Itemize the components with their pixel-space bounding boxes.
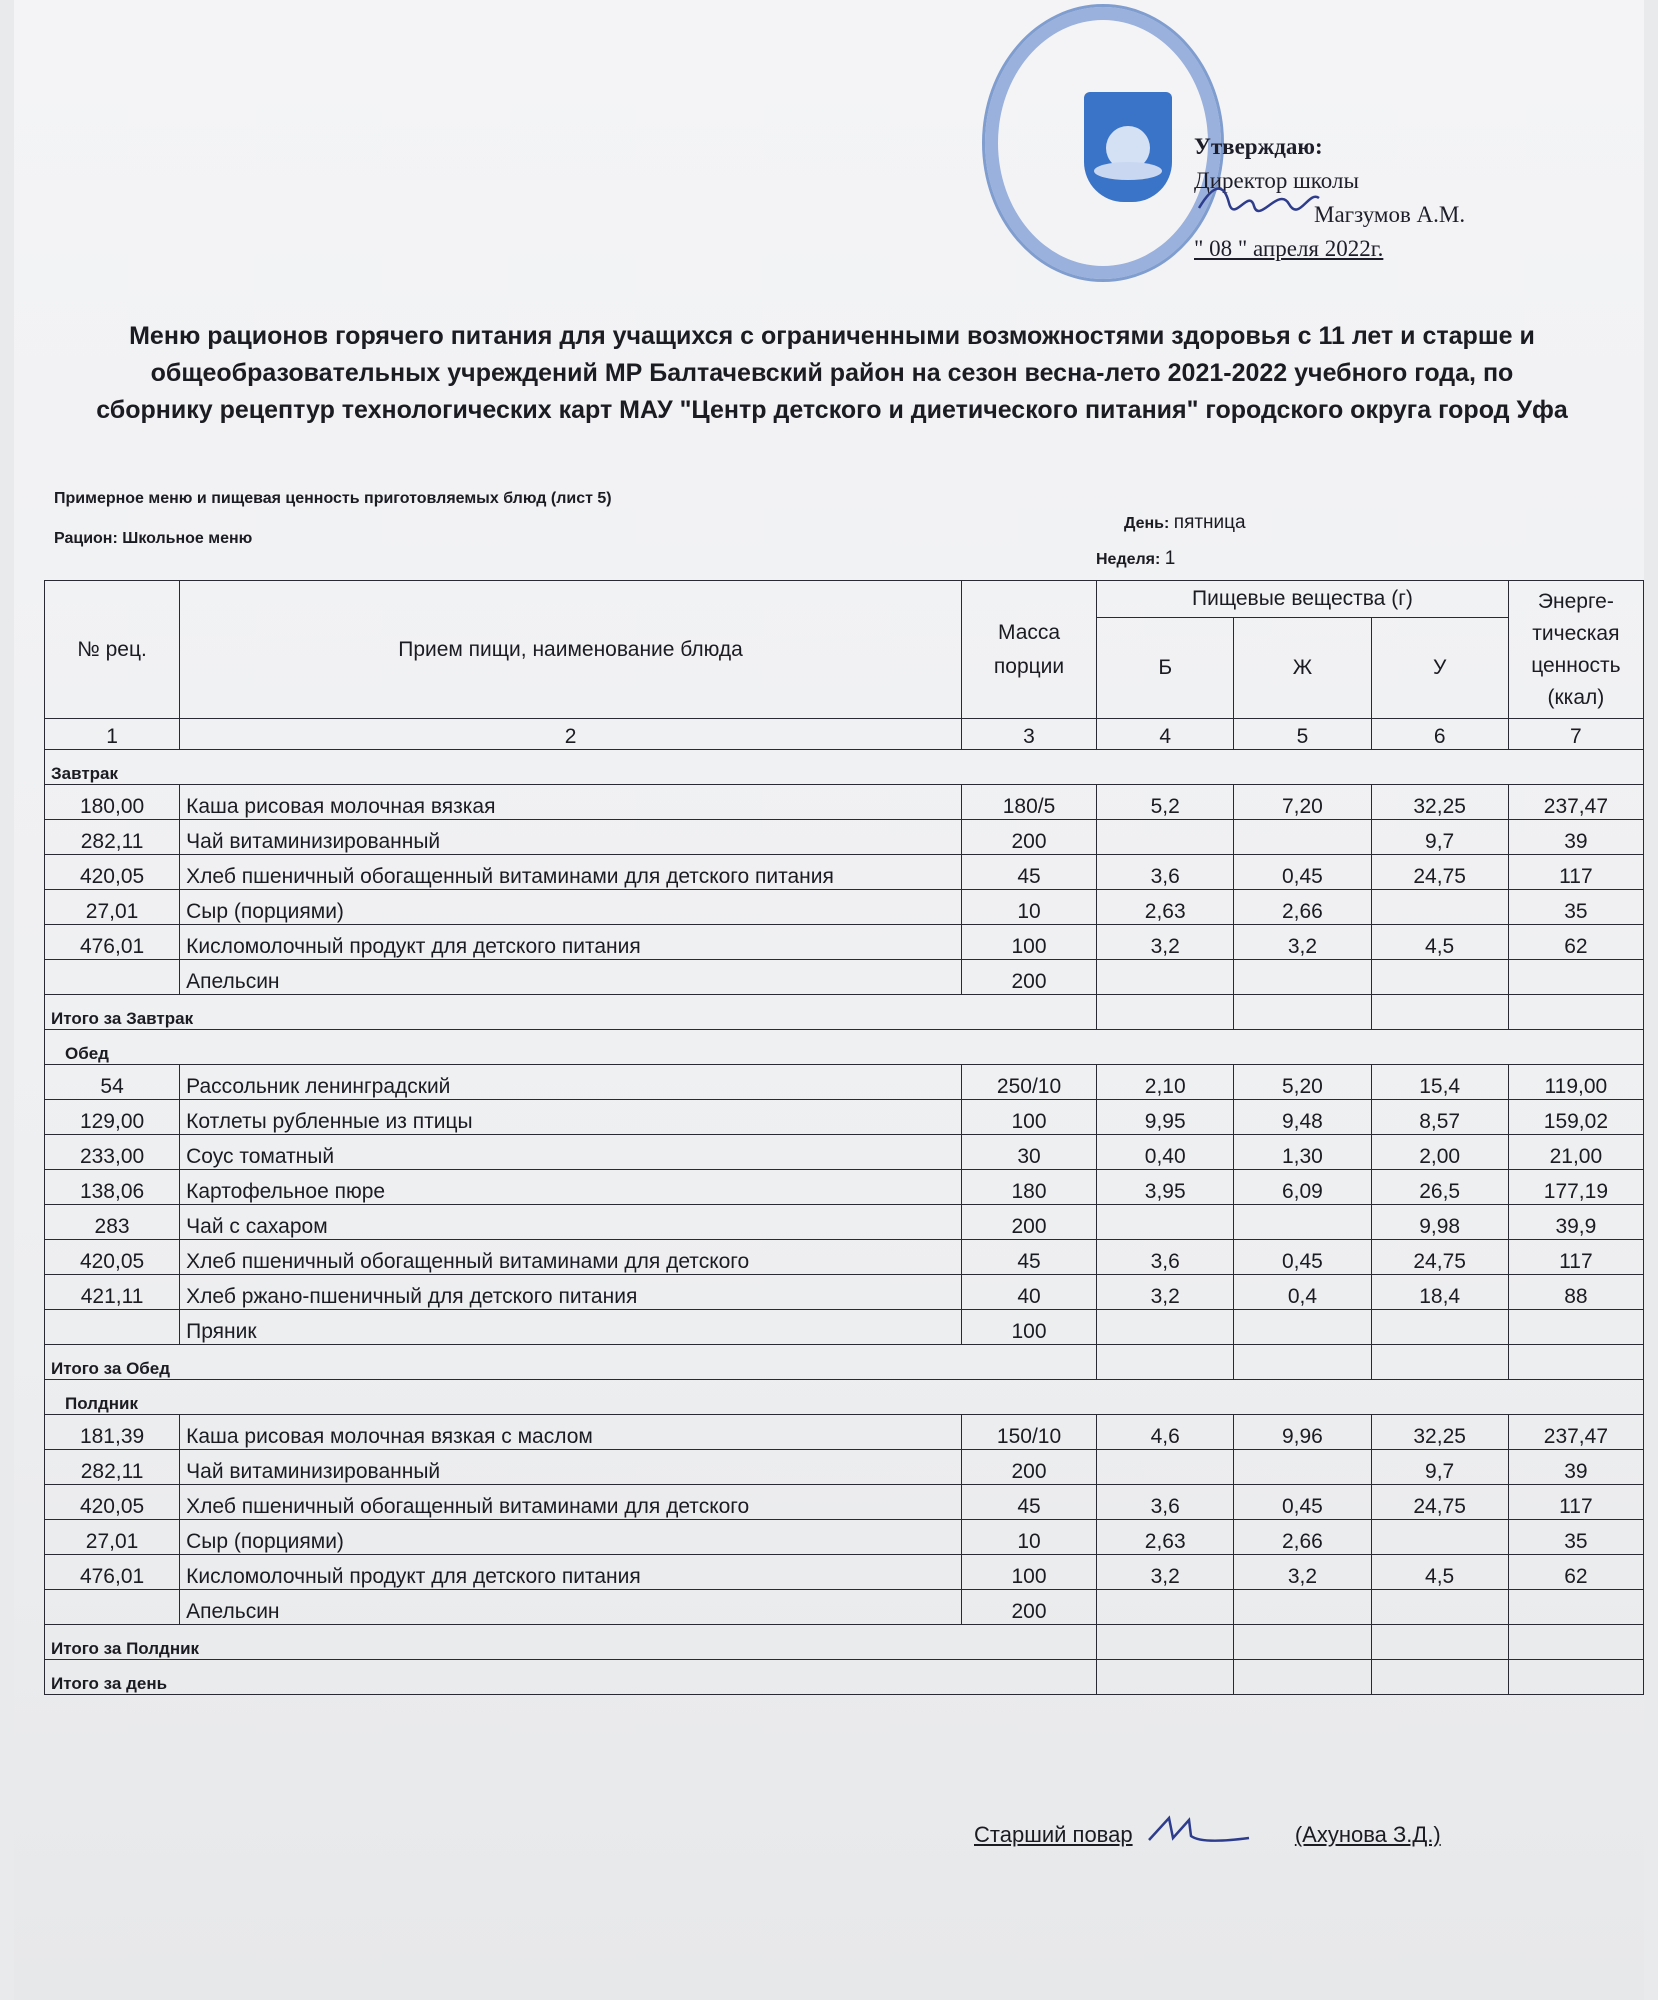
energy-cell: 117 [1508,1240,1643,1275]
fat-cell [1234,1205,1371,1240]
carbs-cell: 2,00 [1371,1135,1508,1170]
energy-cell: 88 [1508,1275,1643,1310]
header-name: Прием пищи, наименование блюда [180,581,962,719]
section-row-lunch [45,1030,1644,1065]
colnum-5: 5 [1234,719,1371,750]
portion-mass-cell: 200 [961,960,1096,995]
table-row [45,1065,1644,1100]
fat-cell: 2,66 [1234,1520,1371,1555]
protein-cell [1097,1450,1234,1485]
section-label: Обед [45,1030,1644,1065]
table-row [45,855,1644,890]
document-sheet [14,0,1644,2000]
dish-name-cell: Апельсин [180,1590,962,1625]
recipe-number-cell [45,1310,180,1345]
fat-cell: 0,45 [1234,1240,1371,1275]
recipe-number-cell: 420,05 [45,1485,180,1520]
portion-mass-cell: 180 [961,1170,1096,1205]
fat-cell [1234,1590,1371,1625]
protein-cell: 3,6 [1097,1240,1234,1275]
portion-mass-cell: 100 [961,1100,1096,1135]
energy-cell [1508,1310,1643,1345]
recipe-number-cell: 420,05 [45,855,180,890]
portion-mass-cell: 30 [961,1135,1096,1170]
fat-cell: 3,2 [1234,925,1371,960]
chef-signature-space [1139,1812,1289,1848]
colnum-4: 4 [1097,719,1234,750]
fat-cell: 2,66 [1234,890,1371,925]
colnum-3: 3 [961,719,1096,750]
portion-mass-cell: 200 [961,820,1096,855]
recipe-number-cell: 54 [45,1065,180,1100]
dish-name-cell: Хлеб пшеничный обогащенный витаминами для детского [180,1485,962,1520]
protein-cell: 9,95 [1097,1100,1234,1135]
dish-name-cell: Рассольник ленинградский [180,1065,962,1100]
energy-cell: 35 [1508,890,1643,925]
energy-cell: 62 [1508,925,1643,960]
week-label: Неделя: [1096,551,1161,568]
energy-cell: 117 [1508,1485,1643,1520]
table-row [45,1205,1644,1240]
table-row [45,1450,1644,1485]
protein-cell: 3,2 [1097,1275,1234,1310]
header-energy: Энерге-тическая ценность (ккал) [1508,581,1643,719]
colnum-1: 1 [45,719,180,750]
director-signature-icon [1194,178,1324,218]
fat-cell: 9,48 [1234,1100,1371,1135]
energy-cell: 35 [1508,1520,1643,1555]
stamp-emblem-icon [1084,92,1172,202]
dish-name-cell: Чай витаминизированный [180,1450,962,1485]
portion-mass-cell: 200 [961,1450,1096,1485]
carbs-cell: 32,25 [1371,785,1508,820]
column-number-row [45,719,1644,750]
recipe-number-cell [45,960,180,995]
protein-cell: 3,95 [1097,1170,1234,1205]
total-row-snack [45,1625,1644,1660]
fat-cell: 0,4 [1234,1275,1371,1310]
total-label: Итого за Обед [45,1345,1097,1380]
energy-cell: 117 [1508,855,1643,890]
chef-signature-icon [1139,1812,1259,1848]
recipe-number-cell: 27,01 [45,1520,180,1555]
table-row [45,1240,1644,1275]
approval-name: Магзумов А.М. [1314,202,1466,227]
subtitle: Примерное меню и пищевая ценность приготовляемых блюд (лист 5) [54,490,612,507]
page-title: Меню рационов горячего питания для учащихся с ограниченными возможностями здоровья с 11 лет и старше и общеобразовательных учреждений МР Балтачевский район на сезон весна-лето 2021-2022 учебного года, по сборнику рецептур технологических карт МАУ "Центр детского и диетического питания" городского округа город Уфа [96,322,1568,424]
carbs-cell: 4,5 [1371,925,1508,960]
portion-mass-cell: 150/10 [961,1415,1096,1450]
protein-cell [1097,1590,1234,1625]
total-label: Итого за Полдник [45,1625,1097,1660]
recipe-number-cell: 420,05 [45,1240,180,1275]
portion-mass-cell: 100 [961,1310,1096,1345]
energy-cell: 39,9 [1508,1205,1643,1240]
lunch-rows [45,1065,1644,1345]
fat-cell: 7,20 [1234,785,1371,820]
table-row [45,1590,1644,1625]
dish-name-cell: Каша рисовая молочная вязкая с маслом [180,1415,962,1450]
ration-label: Рацион: Школьное меню [54,530,253,547]
recipe-number-cell: 282,11 [45,1450,180,1485]
carbs-cell [1371,1520,1508,1555]
dish-name-cell: Каша рисовая молочная вязкая [180,785,962,820]
energy-cell: 119,00 [1508,1065,1643,1100]
protein-cell: 2,10 [1097,1065,1234,1100]
table-row [45,1135,1644,1170]
dish-name-cell: Хлеб пшеничный обогащенный витаминами для детского [180,1240,962,1275]
day-total-label: Итого за день [45,1660,1097,1695]
table-row [45,925,1644,960]
section-row-breakfast [45,750,1644,785]
portion-mass-cell: 100 [961,1555,1096,1590]
approval-position: Директор школы [1194,168,1359,193]
carbs-cell: 24,75 [1371,855,1508,890]
dish-name-cell: Хлеб ржано-пшеничный для детского питания [180,1275,962,1310]
breakfast-rows [45,785,1644,995]
chef-role: Старший повар [974,1822,1133,1847]
table-row [45,1170,1644,1205]
fat-cell [1234,820,1371,855]
dish-name-cell: Сыр (порциями) [180,1520,962,1555]
recipe-number-cell: 27,01 [45,890,180,925]
header-nutrients: Пищевые вещества (г) [1097,581,1509,618]
carbs-cell [1371,890,1508,925]
portion-mass-cell: 180/5 [961,785,1096,820]
portion-mass-cell: 200 [961,1205,1096,1240]
section-label: Завтрак [45,750,1644,785]
recipe-number-cell: 282,11 [45,820,180,855]
table-row [45,820,1644,855]
carbs-cell [1371,960,1508,995]
protein-cell: 5,2 [1097,785,1234,820]
carbs-cell: 26,5 [1371,1170,1508,1205]
portion-mass-cell: 10 [961,890,1096,925]
dish-name-cell: Кисломолочный продукт для детского питания [180,1555,962,1590]
total-row-breakfast [45,995,1644,1030]
table-row [45,785,1644,820]
table-row [45,1100,1644,1135]
recipe-number-cell: 283 [45,1205,180,1240]
week-info [1096,548,1175,570]
total-row-day [45,1660,1644,1695]
colnum-6: 6 [1371,719,1508,750]
total-label: Итого за Завтрак [45,995,1097,1030]
table-header-row [45,581,1644,618]
energy-cell: 237,47 [1508,785,1643,820]
table-row [45,1520,1644,1555]
energy-cell: 159,02 [1508,1100,1643,1135]
table-row [45,1275,1644,1310]
header-rec: № рец. [45,581,180,719]
recipe-number-cell [45,1590,180,1625]
section-label: Полдник [45,1380,1644,1415]
carbs-cell [1371,1590,1508,1625]
energy-cell: 39 [1508,1450,1643,1485]
header-mass: Масса порции [961,581,1096,719]
carbs-cell: 9,7 [1371,1450,1508,1485]
approval-date: " 08 " апреля 2022г. [1194,236,1384,261]
energy-cell: 237,47 [1508,1415,1643,1450]
recipe-number-cell: 129,00 [45,1100,180,1135]
energy-cell: 21,00 [1508,1135,1643,1170]
dish-name-cell: Соус томатный [180,1135,962,1170]
protein-cell [1097,960,1234,995]
fat-cell: 6,09 [1234,1170,1371,1205]
protein-cell [1097,820,1234,855]
dish-name-cell: Картофельное пюре [180,1170,962,1205]
protein-cell: 3,2 [1097,1555,1234,1590]
approval-title: Утверждаю: [1194,134,1323,159]
portion-mass-cell: 200 [961,1590,1096,1625]
fat-cell: 9,96 [1234,1415,1371,1450]
table-row [45,890,1644,925]
carbs-cell: 18,4 [1371,1275,1508,1310]
dish-name-cell: Чай витаминизированный [180,820,962,855]
section-row-snack [45,1380,1644,1415]
carbs-cell [1371,1310,1508,1345]
carbs-cell: 8,57 [1371,1100,1508,1135]
chef-signature-line [974,1812,1441,1848]
colnum-2: 2 [180,719,962,750]
week-value: 1 [1164,548,1176,569]
total-row-lunch [45,1345,1644,1380]
header-b: Б [1097,618,1234,719]
recipe-number-cell: 476,01 [45,925,180,960]
portion-mass-cell: 45 [961,1240,1096,1275]
portion-mass-cell: 100 [961,925,1096,960]
snack-rows [45,1415,1644,1625]
carbs-cell: 32,25 [1371,1415,1508,1450]
recipe-number-cell: 421,11 [45,1275,180,1310]
portion-mass-cell: 40 [961,1275,1096,1310]
dish-name-cell: Чай с сахаром [180,1205,962,1240]
protein-cell [1097,1310,1234,1345]
protein-cell: 2,63 [1097,890,1234,925]
dish-name-cell: Апельсин [180,960,962,995]
fat-cell: 1,30 [1234,1135,1371,1170]
protein-cell: 4,6 [1097,1415,1234,1450]
recipe-number-cell: 138,06 [45,1170,180,1205]
day-label: День: [1124,515,1170,532]
dish-name-cell: Хлеб пшеничный обогащенный витаминами для детского питания [180,855,962,890]
protein-cell [1097,1205,1234,1240]
chef-name: (Ахунова З.Д.) [1294,1822,1441,1847]
recipe-number-cell: 180,00 [45,785,180,820]
fat-cell: 0,45 [1234,855,1371,890]
header-zh: Ж [1234,618,1371,719]
portion-mass-cell: 250/10 [961,1065,1096,1100]
fat-cell [1234,1450,1371,1485]
recipe-number-cell: 233,00 [45,1135,180,1170]
day-value: пятница [1173,512,1246,533]
table-row [45,1415,1644,1450]
energy-cell: 62 [1508,1555,1643,1590]
table-row [45,1555,1644,1590]
protein-cell: 3,2 [1097,925,1234,960]
carbs-cell: 15,4 [1371,1065,1508,1100]
carbs-cell: 4,5 [1371,1555,1508,1590]
dish-name-cell: Сыр (порциями) [180,890,962,925]
recipe-number-cell: 181,39 [45,1415,180,1450]
recipe-number-cell: 476,01 [45,1555,180,1590]
energy-cell: 39 [1508,820,1643,855]
header-u: У [1371,618,1508,719]
portion-mass-cell: 45 [961,1485,1096,1520]
protein-cell: 2,63 [1097,1520,1234,1555]
fat-cell: 5,20 [1234,1065,1371,1100]
dish-name-cell: Кисломолочный продукт для детского питания [180,925,962,960]
table-row [45,1310,1644,1345]
dish-name-cell: Пряник [180,1310,962,1345]
protein-cell: 3,6 [1097,1485,1234,1520]
carbs-cell: 9,7 [1371,820,1508,855]
day-info [1124,512,1246,534]
colnum-7: 7 [1508,719,1643,750]
dish-name-cell: Котлеты рубленные из птицы [180,1100,962,1135]
fat-cell: 3,2 [1234,1555,1371,1590]
protein-cell: 3,6 [1097,855,1234,890]
energy-cell [1508,1590,1643,1625]
protein-cell: 0,40 [1097,1135,1234,1170]
portion-mass-cell: 45 [961,855,1096,890]
carbs-cell: 24,75 [1371,1485,1508,1520]
carbs-cell: 9,98 [1371,1205,1508,1240]
table-row [45,960,1644,995]
fat-cell [1234,1310,1371,1345]
carbs-cell: 24,75 [1371,1240,1508,1275]
portion-mass-cell: 10 [961,1520,1096,1555]
energy-cell: 177,19 [1508,1170,1643,1205]
menu-table [44,580,1644,1695]
energy-cell [1508,960,1643,995]
table-row [45,1485,1644,1520]
fat-cell: 0,45 [1234,1485,1371,1520]
fat-cell [1234,960,1371,995]
